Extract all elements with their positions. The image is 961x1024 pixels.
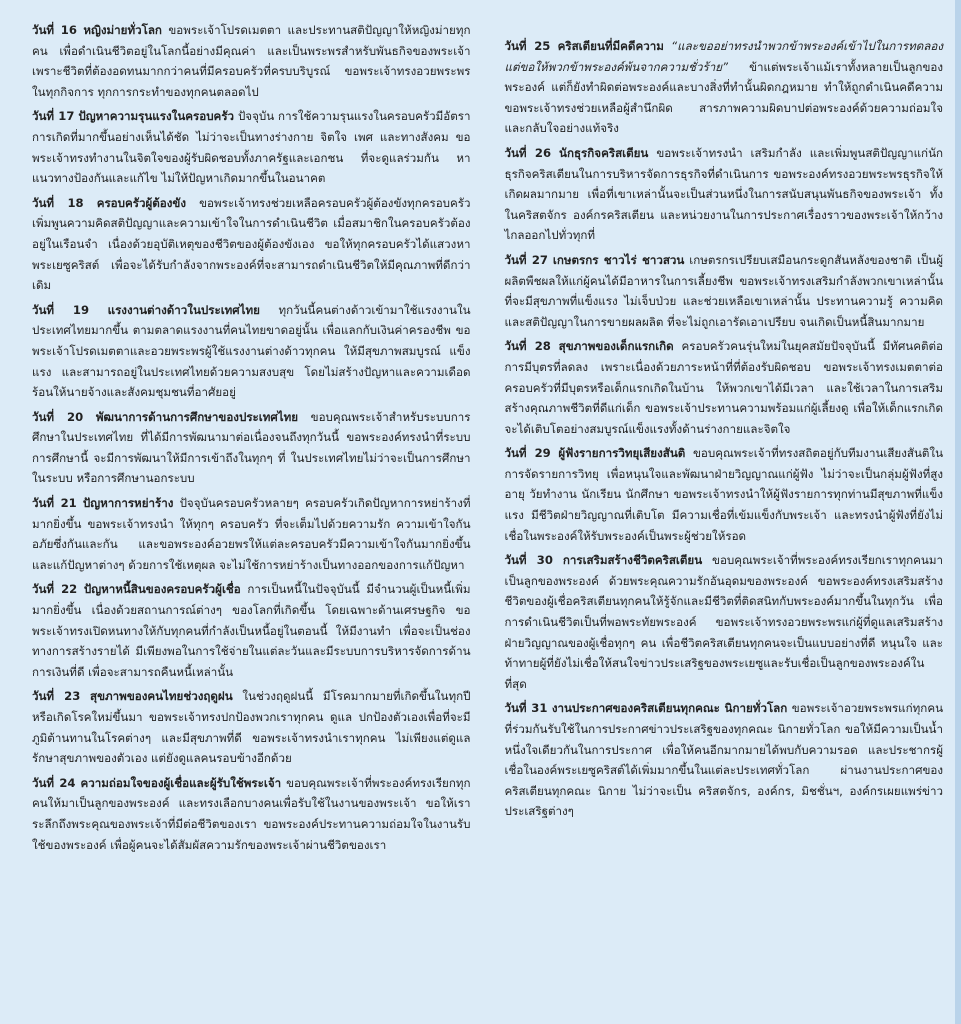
entry-body: ปัจจุบันครอบครัวหลายๆ ครอบครัวเกิดปัญหาการหย่าร้างที่มากยิ่งขึ้น ขอพระเจ้าทรงนำ ให้ทุกๆ ครอบครัว ที่จะเต็มไปด้วยความรัก ความเข้าใจกัน อภัยซึ่งกันและกัน และขอพระองค์อวยพรให้แต่ละครอบครัวมีความเข้าใจกันมากยิ่งขึ้นและแก้ปัญหาต่างๆ ด้วยการใช้เหตุผล จะไม่ใช้การหย่าร้างเป็นทางออกของการแก้ปัญหา xyxy=(32,496,471,572)
entry-day: วันที่ 28 xyxy=(504,339,551,354)
entry-body: ขอบคุณพระเจ้าที่พระองค์ทรงเรียกเราทุกคนมาเป็นลูกของพระองค์ ด้วยพระคุณความรักอันอุดมของพระองค์ ขอพระองค์ทรงเสริมสร้างชีวิตของผู้เชื่อคริสเตียนทุกคนให้รู้จักและมีชีวิตที่ติดสนิทกับพระองค์มากขึ้นในทุกวัน เพื่อการดำเนินชีวิตเป็นที่พอพระทัยพระองค์ ขอพระเจ้าทรงอวยพระพรแก่ผู้ที่ดูแลเสริมสร้างฝ่ายวิญญาณของผู้เชื่อทุกๆ คน เพื่อชีวิตคริสเตียนทุกคนจะเป็นแบบอย่างที่ดี หนุนใจ และท้าทายผู้ที่ยังไม่เชื่อให้สนใจข่าวประเสริฐของพระเยซูและรับเชื่อเป็นลูกของพระองค์ในที่สุด xyxy=(504,553,943,691)
entry-day-22 xyxy=(32,579,471,682)
entry-body: ขอพระเจ้าอวยพระพรแก่ทุกคนที่ร่วมกันรับใช้ในการประกาศข่าวประเสริฐของทุกคณะ นิกายทั่วโลก ขอให้มีความเป็นน้ำหนึ่งใจเดียวกันในการประกาศ เพื่อให้คนอีกมากมายได้พบกับความรอด และประชากรผู้เชื่อในองค์พระเยซูคริสต์ได้เพิ่มมากขึ้นในแต่ละประเทศทั่วโลก ผ่านงานประกาศของคริสเตียนทุกคณะ นิกาย ไม่ว่าจะเป็น คริสตจักร, องค์กร, มิชชั่นฯ, องค์กรเผยแพร่ข่าวประเสริฐต่างๆ xyxy=(504,701,944,819)
entry-title: ผู้ฟังรายการวิทยุเสียงสันติ xyxy=(558,446,686,461)
entry-day-27 xyxy=(505,250,944,332)
right-column xyxy=(505,20,944,859)
entry-title: หญิงม่ายทั่วโลก xyxy=(83,23,162,37)
entry-day: วันที่ 17 xyxy=(32,109,75,124)
entry-title: พัฒนาการด้านการศึกษาของประเทศไทย xyxy=(95,409,298,424)
entry-day: วันที่ 18 xyxy=(32,195,84,210)
entry-body: เกษตรกรเปรียบเสมือนกระดูกสันหลังของชาติ เป็นผู้ผลิตพืชผลให้แก่ผู้คนได้มีอาหารในการเลี้ยงชีพ ขอพระเจ้าทรงเสริมกำลังพวกเขาเหล่านั้นที่จะมีสุขภาพที่แข็งแรง ไม่เจ็บป่วย และช่วยเหลือเขาเหล่านั้น ประทานความรู้ ความคิดและสติปัญญาในการขายผลผลิต ที่จะไม่ถูกเอารัดเอาเปรียบ จนเกิดเป็นหนี้สินมากมาย xyxy=(504,252,943,329)
entry-day-19 xyxy=(32,300,471,403)
entry-day-28 xyxy=(505,336,944,439)
entry-title: ปัญหาความรุนแรงในครอบครัว xyxy=(78,109,235,124)
entry-day-21 xyxy=(32,493,471,575)
entry-day: วันที่ 24 xyxy=(32,775,76,790)
entry-title: นักธุรกิจคริสเตียน xyxy=(559,145,649,160)
two-column-layout xyxy=(32,20,943,859)
entry-day: วันที่ 23 xyxy=(32,689,81,704)
entry-day: วันที่ 25 xyxy=(504,39,551,53)
entry-day: วันที่ 27 xyxy=(504,252,548,267)
entry-title: การเสริมสร้างชีวิตคริสเตียน xyxy=(562,553,703,568)
entry-title: สุขภาพของเด็กแรกเกิด xyxy=(558,339,674,354)
entry-body: ปัจจุบัน การใช้ความรุนแรงในครอบครัวมีอัตราการเกิดที่มากขึ้นอย่างเห็นได้ชัด ไม่ว่าจะเป็นทางร่างกาย จิตใจ เพศ และทางสังคม ขอพระเจ้าทรงทำงานในจิตใจของผู้รับผิดชอบทั้งภาครัฐและเอกชน ที่จะดูแลร่วมกัน หาแนวทางป้องกันและแก้ไข ไม่ให้ปัญหาเกิดมากขึ้นในอนาคต xyxy=(32,109,471,186)
entry-body: ขอพระเจ้าทรงนำ เสริมกำลัง และเพิ่มพูนสติปัญญาแก่นักธุรกิจคริสเตียนในการบริหารจัดการธุรกิจที่ดำเนินการ ขอพระองค์ทรงอวยพระพรธุรกิจให้เกิดผลมากมาย เพื่อที่เขาเหล่านั้นจะเป็นส่วนหนึ่งในการสนับสนุนพันธกิจของพระเจ้า ทั้งในคริสตจักร องค์กรคริสเตียน และหน่วยงานในการประกาศเรื่องราวของพระเจ้าให้กว้างไกลออกไปทั่วทุกที่ xyxy=(504,145,944,243)
entry-day-17 xyxy=(32,106,471,188)
left-column xyxy=(32,20,471,859)
entry-body: ขอพระเจ้าโปรดเมตตา และประทานสติปัญญาให้หญิงม่ายทุกคน เพื่อดำเนินชีวิตอยู่ในโลกนี้อย่างมีคุณค่า และเป็นพระพรสำหรับพันธกิจของพระเจ้า เพราะชีวิตที่ต้องอดทนมากกว่าคนที่มีครอบครัวที่ครบบริบูรณ์ ขอพระเจ้าทรงอวยพระพรในทุกกิจการ ทุกการกระทำของทุกคนตลอดไป xyxy=(32,23,471,99)
entry-day: วันที่ 29 xyxy=(504,446,551,461)
entry-body: ขอพระเจ้าทรงช่วยเหลือครอบครัวผู้ต้องขังทุกครอบครัว เพิ่มพูนความคิดสติปัญญาและความเข้าใจในการดำเนินชีวิต เมื่อสมาชิกในครอบครัวต้องอยู่ในเรือนจำ เนื่องด้วยอุบัติเหตุของชีวิตของผู้ต้องขังเอง ขอให้ทุกครอบครัวได้แสวงหาพระเยซูคริสต์ เพื่อจะได้รับกำลังจากพระองค์ที่จะสามารถดำเนินชีวิตให้มีคุณภาพที่ดีกว่าเดิม xyxy=(32,195,471,293)
entry-title: เกษตรกร ชาวไร่ ชาวสวน xyxy=(552,252,685,267)
entry-body: ครอบครัวคนรุ่นใหม่ในยุคสมัยปัจจุบันนี้ มีทัศนคติต่อการมีบุตรที่ลดลง เพราะเนื่องด้วยภาระหน้าที่ที่ต้องรับผิดชอบ ขอพระเจ้าทรงเมตตาต่อครอบครัวที่มีบุตรหรือเด็กแรกเกิดในบ้าน ให้พวกเขาได้มีเวลา และใช้เวลาในการเสริมสร้างคุณภาพชีวิตที่ดีแก่เด็ก ขอพระเจ้าประทานความพร้อมแก่ผู้เลี้ยงดู เพื่อให้เด็กแรกเกิดจะได้เติบโตอย่างสมบูรณ์แข็งแรงทั้งด้านร่างกายและจิตใจ xyxy=(504,339,944,436)
entry-day-25 xyxy=(505,36,944,139)
entry-day-20 xyxy=(32,407,471,489)
entry-title: งานประกาศของคริสเตียนทุกคณะ นิกายทั่วโลก xyxy=(551,701,788,716)
entry-title: ปัญหาการหย่าร้าง xyxy=(82,496,174,511)
entry-body: การเป็นหนี้ในปัจจุบันนี้ มีจำนวนผู้เป็นหนี้เพิ่มมากยิ่งขึ้น เนื่องด้วยสถานการณ์ต่างๆ ของโลกที่เกิดขึ้น โดยเฉพาะด้านเศรษฐกิจ ขอพระเจ้าทรงเปิดหนทางให้กับทุกคนที่กำลังเป็นหนี้อยู่ในตอนนี้ ให้มีงานทำ เพื่อจะเป็นช่องทางการสร้างรายได้ มีเพียงพอในการใช้จ่ายในแต่ละวันและมีระบบการบริหารจัดการด้านการเงินที่ดี เพื่อจะสามารถคืนหนี้เหล่านั้น xyxy=(32,582,471,679)
entry-day: วันที่ 19 xyxy=(32,302,90,317)
entry-body: ในช่วงฤดูฝนนี้ มีโรคมากมายที่เกิดขึ้นในทุกปี หรือเกิดโรคใหม่ขึ้นมา ขอพระเจ้าทรงปกป้องพวกเราทุกคน ดูแล ปกป้องตัวเองเพื่อที่จะมีภูมิต้านทานในโรคต่างๆ และมีสุขภาพที่ดี ขอพระเจ้าทรงนำเราทุกคน ไม่เพียงแต่ดูแลรักษาสุขภาพของตัวเอง แต่ยังดูแลคนรอบข้างอีกด้วย xyxy=(32,689,471,766)
entry-body: ทุกวันนี้คนต่างด้าวเข้ามาใช้แรงงานในประเทศไทยมากขึ้น ตามตลาดแรงงานที่คนไทยขาดอยู่นั้น เพื่อแลกกับเงินค่าครองชีพ ขอพระเจ้าโปรดเมตตาและอวยพระพรผู้ใช้แรงงานต่างด้าวทุกคน ให้มีสุขภาพสมบูรณ์ แข็งแรง และสามารถอยู่ในประเทศไทยด้วยความสงบสุข โดยไม่สร้างปัญหาและความเดือดร้อนให้นายจ้างและสังคมชุมชนที่อาศัยอยู่ xyxy=(32,302,471,400)
entry-day-30 xyxy=(505,550,944,694)
entry-quote: “และขออย่าทรงนำพวกข้าพระองค์เข้าไปในการทดลอง แต่ขอให้พวกข้าพระองค์พ้นจากความชั่วร้าย” xyxy=(504,39,944,74)
entry-day-24 xyxy=(32,773,471,855)
entry-title: ครอบครัวผู้ต้องขัง xyxy=(96,195,187,210)
entry-day: วันที่ 20 xyxy=(32,409,84,424)
entry-title: ความถ่อมใจของผู้เชื่อและผู้รับใช้พระเจ้า xyxy=(80,775,282,790)
entry-body: ขอบคุณพระเจ้าสำหรับระบบการศึกษาในประเทศไทย ที่ได้มีการพัฒนามาต่อเนื่องจนถึงทุกวันนี้ ขอพระองค์ทรงนำที่ระบบการศึกษานี้ จะมีการพัฒนาให้มีการเข้าถึงในทุกๆ ที่ ในประเทศไทยไม่ว่าจะเป็นการศึกษาในระบบ หรือการศึกษานอกระบบ xyxy=(32,409,471,486)
entry-day: วันที่ 31 xyxy=(504,701,548,716)
entry-title: ปัญหาหนี้สินของครอบครัวผู้เชื่อ xyxy=(83,582,241,597)
entry-day: วันที่ 22 xyxy=(32,582,78,597)
entry-day-26 xyxy=(505,143,944,246)
entry-title: คริสเตียนที่มีคดีความ xyxy=(557,39,664,53)
entry-day: วันที่ 30 xyxy=(504,553,553,568)
entry-day-18 xyxy=(32,193,471,296)
entry-day-29 xyxy=(505,443,944,546)
entry-title: แรงงานต่างด้าวในประเทศไทย xyxy=(107,302,260,317)
entry-day: วันที่ 21 xyxy=(32,496,77,511)
entry-day: วันที่ 16 xyxy=(32,23,77,37)
entry-day-16 xyxy=(32,20,471,102)
entry-body: ขอบคุณพระเจ้าที่พระองค์ทรงเรียกทุกคนให้มาเป็นลูกของพระองค์ และทรงเลือกบางคนเพื่อรับใช้ในงานของพระเจ้า ขอให้เราระลึกถึงพระคุณของพระเจ้าที่มีต่อชีวิตของเรา ขอพระองค์ประทานความถ่อมใจในงานรับใช้ของพระองค์ เพื่อผู้คนจะได้สัมผัสความรักของพระเจ้าผ่านชีวิตของเรา xyxy=(32,775,471,852)
entry-day: วันที่ 26 xyxy=(504,145,552,160)
entry-title: สุขภาพของคนไทยช่วงฤดูฝน xyxy=(90,689,233,704)
entry-body: ข้าแต่พระเจ้าแม้เราทั้งหลายเป็นลูกของพระองค์ แต่ก็ยังทำผิดต่อพระองค์และบางสิ่งที่ทำนั้นผิดกฎหมาย ทำให้ถูกดำเนินคดีความ ขอพระเจ้าทรงช่วยเหลือผู้สำนึกผิด สารภาพความผิดบาปต่อพระองค์ด้วยความถ่อมใจ และกลับใจอย่างแท้จริง xyxy=(504,59,943,136)
entry-day-23 xyxy=(32,686,471,768)
entry-day-31 xyxy=(505,698,944,822)
entry-body: ขอบคุณพระเจ้าที่ทรงสถิตอยู่กับทีมงานเสียงสันติในการจัดรายการวิทยุ เพื่อหนุนใจและพัฒนาฝ่ายวิญญาณแก่ผู้ฟัง ไม่ว่าจะเป็นกลุ่มผู้ฟังที่สูงอายุ วัยทำงาน นักเรียน นักศึกษา ขอพระเจ้าทรงนำให้ผู้ฟังรายการทุกท่านมีสุขภาพที่แข็งแรง มีชีวิตฝ่ายวิญญาณที่เติบโต มีความเชื่อที่เข้มแข็งกับพระเจ้า และทรงนำผู้ฟังที่ยังไม่เชื่อในพระองค์ให้รับพระองค์เป็นพระผู้ช่วยให้รอด xyxy=(504,446,943,543)
